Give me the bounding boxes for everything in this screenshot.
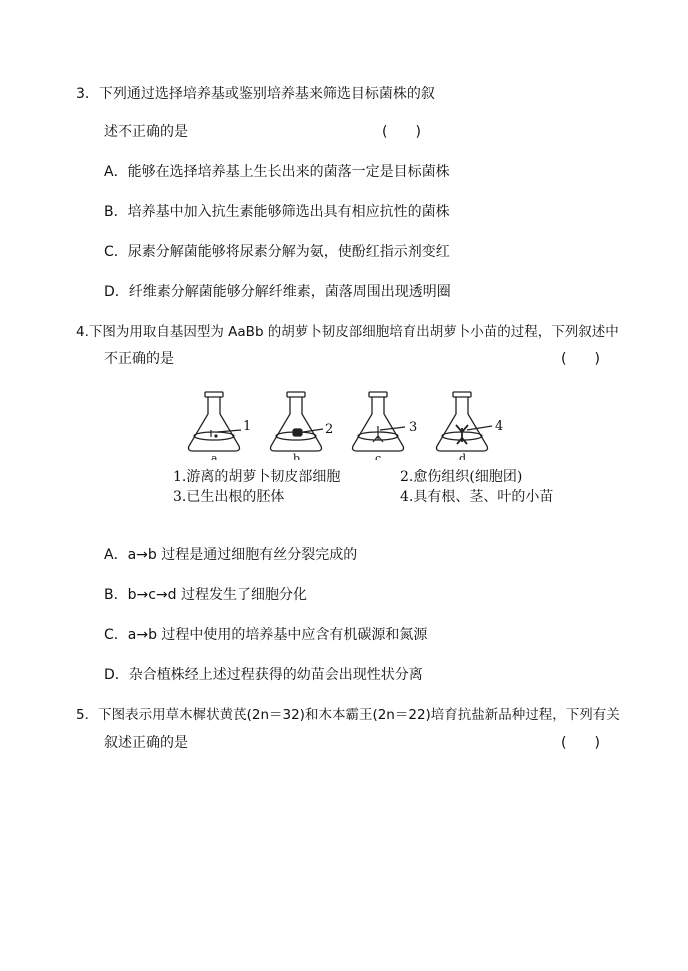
q3-stem-line1: 3．下列通过选择培养基或鉴别培养基来筛选目标菌株的叙 — [76, 86, 435, 102]
q5-stem-line2: 叙述正确的是 — [104, 735, 188, 751]
q4-answer-paren: ( ) — [561, 351, 600, 367]
figure-caption-1: 1.游离的胡萝卜韧皮部细胞 — [173, 469, 341, 485]
q5-stem-line1: 5．下图表示用草木樨状黄芪(2n＝32)和木本霸王(2n＝22)培育抗盐新品种过程，下列有关 — [76, 707, 620, 723]
figure-number-2: 2 — [325, 422, 334, 437]
q5-answer-paren: ( ) — [561, 735, 600, 751]
flask-b — [271, 392, 322, 451]
figure-caption-4: 4.具有根、茎、叶的小苗 — [400, 489, 554, 505]
figure-number-1: 1 — [243, 419, 252, 434]
figure-number-3: 3 — [409, 420, 418, 435]
flask-a — [189, 392, 240, 451]
q4-option-a: A．a→b 过程是通过细胞有丝分裂完成的 — [104, 547, 358, 563]
q3-option-a: A．能够在选择培养基上生长出来的菌落一定是目标菌株 — [104, 164, 450, 180]
flask-label-b: b — [293, 452, 301, 460]
flask-c — [353, 392, 404, 451]
q3-option-c: C．尿素分解菌能够将尿素分解为氨，使酚红指示剂变红 — [104, 244, 450, 260]
q4-stem-line2: 不正确的是 — [104, 351, 174, 367]
q4-option-d: D．杂合植株经上述过程获得的幼苗会出现性状分离 — [104, 667, 423, 683]
q4-option-c: C．a→b 过程中使用的培养基中应含有机碳源和氮源 — [104, 627, 428, 643]
flask-diagram — [183, 380, 567, 460]
flask-label-c: c — [375, 452, 382, 460]
flask-label-d: d — [459, 452, 467, 460]
q4-option-b: B．b→c→d 过程发生了细胞分化 — [104, 587, 307, 603]
flask-figure — [173, 380, 567, 510]
q3-option-d: D．纤维素分解菌能够分解纤维素，菌落周围出现透明圈 — [104, 284, 451, 300]
q4-stem-line1: 4.下图为用取自基因型为 AaBb 的胡萝卜韧皮部细胞培育出胡萝卜小苗的过程，下列叙述中 — [76, 324, 619, 340]
q3-answer-paren: ( ) — [382, 124, 421, 140]
figure-number-4: 4 — [495, 419, 504, 434]
figure-caption-2: 2.愈伤组织(细胞团) — [400, 469, 523, 485]
flask-label-a: a — [211, 452, 218, 460]
q3-option-b: B．培养基中加入抗生素能够筛选出具有相应抗性的菌株 — [104, 204, 450, 220]
q3-stem-line2: 述不正确的是 — [104, 124, 188, 140]
figure-caption-3: 3.已生出根的胚体 — [173, 489, 285, 505]
flask-d — [437, 392, 488, 451]
